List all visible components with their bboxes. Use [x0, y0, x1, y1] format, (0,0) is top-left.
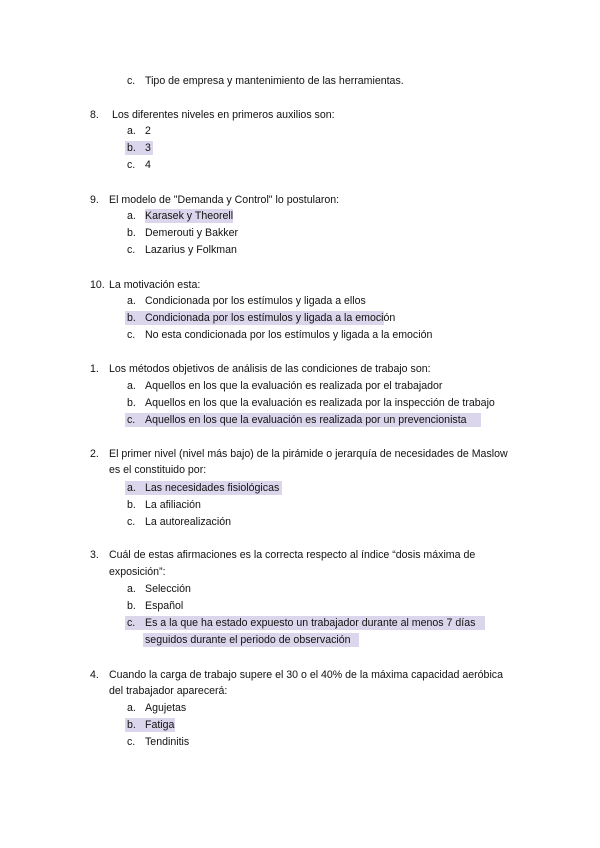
option-text: La autorealización: [145, 516, 231, 528]
option-text: Condicionada por los estímulos y ligada a ellos: [145, 295, 366, 307]
question-text-line: El primer nivel (nivel más bajo) de la pirámide o jerarquía de necesidades de Maslow: [109, 448, 508, 460]
question-number: 1.: [90, 363, 99, 375]
option-letter: a.: [127, 210, 136, 222]
question-number: 10.: [90, 279, 105, 291]
option-text-correct: 3: [145, 142, 151, 154]
option-text: Lazarius y Folkman: [145, 244, 237, 256]
question-number: 3.: [90, 549, 99, 561]
option-letter: a.: [127, 295, 136, 307]
question-text-line: del trabajador aparecerá:: [109, 685, 228, 697]
option-text: 4: [145, 159, 151, 171]
option-text-correct: Las necesidades fisiológicas: [145, 482, 280, 494]
question-text-line: Cuando la carga de trabajo supere el 30 o el 40% de la máxima capacidad aeróbica: [109, 669, 503, 681]
option-letter: a.: [127, 583, 136, 595]
question-text: La motivación esta:: [109, 279, 201, 291]
option-letter: b.: [127, 397, 136, 409]
option-text: Selección: [145, 583, 191, 595]
option-letter: c.: [127, 75, 136, 87]
question-text-line: exposición”:: [109, 566, 166, 578]
question-text: Los diferentes niveles en primeros auxilios son:: [112, 109, 335, 121]
option-text: Español: [145, 600, 184, 612]
option-text-correct-line: Es a la que ha estado expuesto un trabajador durante al menos 7 días: [145, 617, 476, 629]
question-text-line: es el constituido por:: [109, 464, 207, 476]
option-letter: c.: [127, 617, 136, 629]
option-letter: b.: [127, 312, 136, 324]
question-text-line: Cuál de estas afirmaciones es la correcta respecto al índice “dosis máxima de: [109, 549, 476, 561]
option-letter: b.: [127, 227, 136, 239]
question-number: 2.: [90, 448, 99, 460]
option-letter: a.: [127, 702, 136, 714]
option-letter: c.: [127, 329, 136, 341]
option-letter: b.: [127, 719, 136, 731]
option-text: Tipo de empresa y mantenimiento de las herramientas.: [145, 75, 404, 87]
option-text-correct-line: seguidos durante el periodo de observación: [145, 634, 351, 646]
option-text: Agujetas: [145, 702, 187, 714]
option-letter: c.: [127, 516, 136, 528]
option-text: La afiliación: [145, 499, 201, 511]
option-text: Tendinitis: [145, 736, 190, 748]
option-text-correct: Aquellos en los que la evaluación es realizada por un prevencionista: [145, 414, 467, 426]
option-letter: c.: [127, 244, 136, 256]
option-text: 2: [145, 125, 151, 137]
question-text: El modelo de "Demanda y Control" lo postularon:: [109, 194, 340, 206]
option-text: Demerouti y Bakker: [145, 227, 239, 239]
option-text: Aquellos en los que la evaluación es realizada por el trabajador: [145, 380, 443, 392]
option-text: Aquellos en los que la evaluación es realizada por la inspección de trabajo: [145, 397, 495, 409]
option-text-correct: Fatiga: [145, 719, 175, 731]
option-letter: c.: [127, 414, 136, 426]
option-letter: b.: [127, 499, 136, 511]
question-text: Los métodos objetivos de análisis de las condiciones de trabajo son:: [109, 363, 431, 375]
option-text: No esta condicionada por los estímulos y ligada a la emoción: [145, 329, 433, 341]
option-text-correct: Condicionada por los estímulos y ligada a la emoción: [145, 312, 396, 324]
option-text-correct: Karasek y Theorell: [145, 210, 234, 222]
option-letter: a.: [127, 125, 136, 137]
option-letter: b.: [127, 142, 136, 154]
question-number: 4.: [90, 669, 99, 681]
question-number: 9.: [90, 194, 99, 206]
option-letter: c.: [127, 736, 136, 748]
option-letter: b.: [127, 600, 136, 612]
option-letter: a.: [127, 482, 136, 494]
question-number: 8.: [90, 109, 99, 121]
option-letter: a.: [127, 380, 136, 392]
option-letter: c.: [127, 159, 136, 171]
